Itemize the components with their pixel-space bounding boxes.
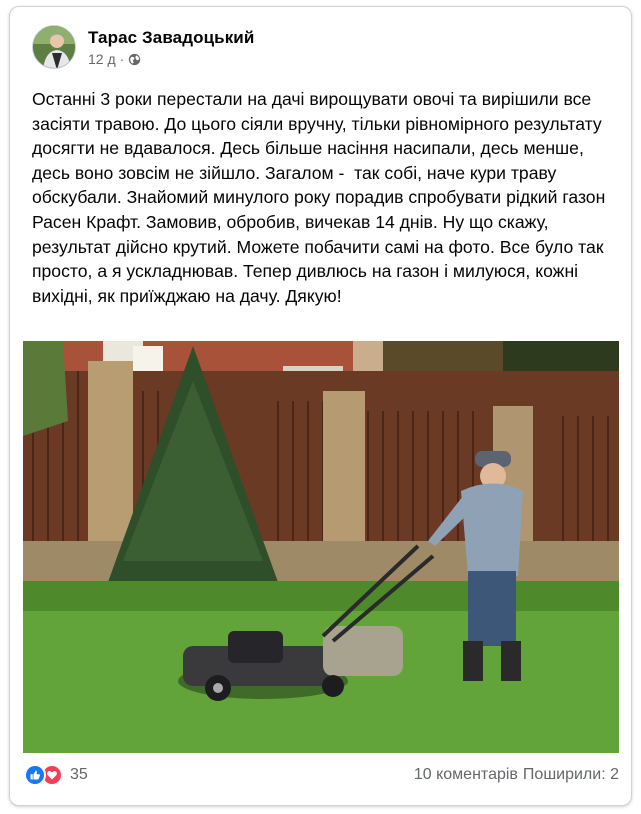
- like-icon: [24, 764, 46, 786]
- comments-count[interactable]: 10 коментарів: [413, 766, 518, 783]
- shares-count[interactable]: Поширили: 2: [522, 766, 619, 783]
- reaction-count: 35: [70, 766, 88, 783]
- post-card: [9, 6, 632, 806]
- globe-icon[interactable]: [128, 52, 141, 65]
- separator-dot: ·: [119, 50, 125, 67]
- post-stats: [414, 766, 619, 784]
- lawn-mower-photo: [23, 341, 619, 753]
- post-time[interactable]: 12 д: [88, 50, 116, 67]
- author-name[interactable]: Тарас Завадоцький: [88, 27, 255, 47]
- post-footer: [24, 759, 619, 791]
- author-avatar[interactable]: [32, 25, 76, 69]
- post-meta: [88, 50, 254, 68]
- post-header: [32, 21, 254, 73]
- reaction-summary[interactable]: [24, 764, 88, 786]
- post-photo[interactable]: [23, 341, 619, 753]
- post-text: Останні 3 роки перестали на дачі вирощувати овочі та вирішили все засіяти травою. До цього сіяли вручну, тільки рівномірного результату досягти не вдавалося. Десь більше насіння насипали, десь менше, десь воно зовсім не зійшло. Загалом - так собі, наче кури траву обскубали. Знайомий минулого року порадив спробувати рідкий газон Расен Крафт. Замовив, обробив, вичекав 14 днів. Ну що скажу, результат дійсно крутий. Можете побачити самі на фото. Все було так просто, а я ускладнював. Тепер дивлюсь на газон і милуюся, кожні вихідні, як приїжджаю на дачу. Дякую!: [32, 89, 611, 306]
